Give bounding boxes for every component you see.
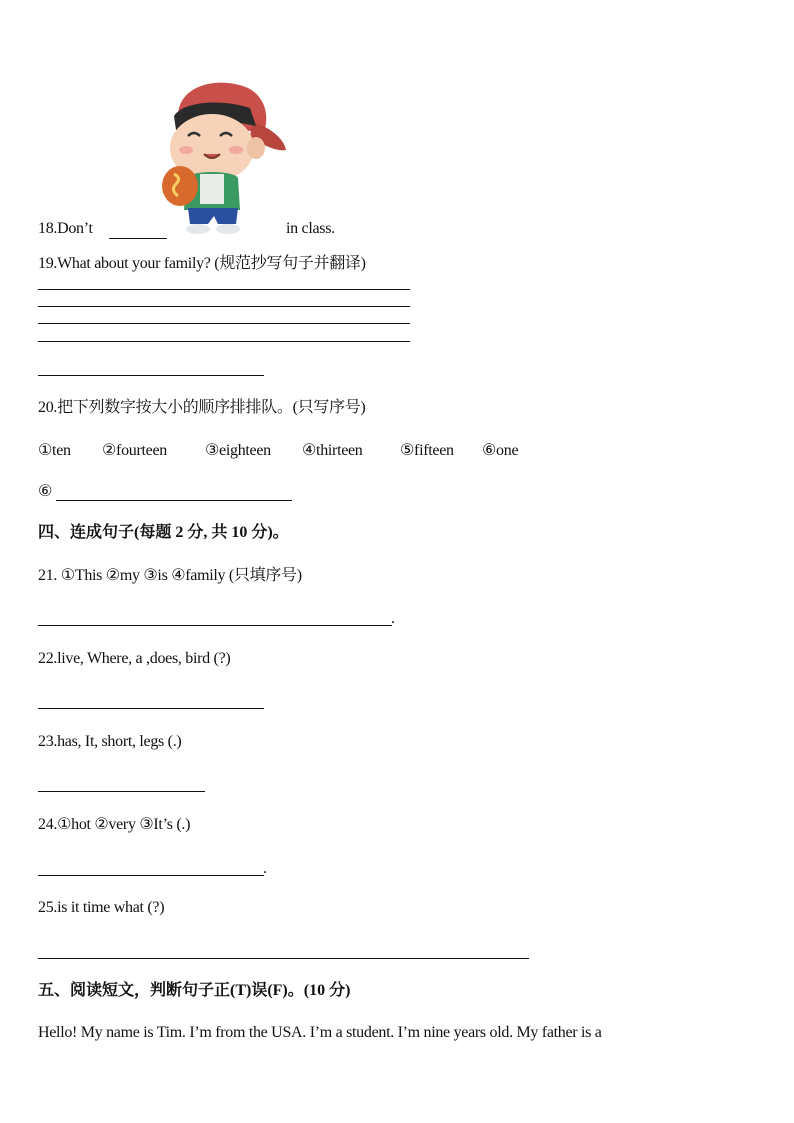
q23-answer-line[interactable] bbox=[38, 791, 205, 792]
q19-line-3[interactable] bbox=[38, 323, 410, 324]
q19-line-2[interactable] bbox=[38, 306, 410, 307]
q19-line-4[interactable] bbox=[38, 341, 410, 342]
q20-option-5: ⑤fifteen bbox=[400, 442, 454, 459]
section-4-title: 四、连成句子(每题 2 分, 共 10 分)。 bbox=[38, 524, 289, 541]
q24-text: 24.①hot ②very ③It’s (.) bbox=[38, 816, 191, 833]
q24-answer-line[interactable] bbox=[38, 875, 264, 876]
q25-answer-line[interactable] bbox=[38, 958, 529, 959]
q20-option-2: ②fourteen bbox=[102, 442, 167, 459]
q21-end-period: . bbox=[391, 610, 395, 627]
q22-answer-line[interactable] bbox=[38, 708, 264, 709]
q19-line-5[interactable] bbox=[38, 375, 264, 376]
q18-blank[interactable] bbox=[109, 238, 167, 239]
q21-text: 21. ①This ②my ③is ④family (只填序号) bbox=[38, 567, 302, 584]
q18-suffix: in class. bbox=[286, 220, 335, 237]
q20-text: 20.把下列数字按大小的顺序排排队。(只写序号) bbox=[38, 399, 366, 416]
q20-answer-line[interactable] bbox=[56, 500, 292, 501]
q22-text: 22.live, Where, a ,does, bird (?) bbox=[38, 650, 231, 667]
passage-line-1: Hello! My name is Tim. I’m from the USA. I’m a student. I’m nine years old. My father is a bbox=[38, 1024, 602, 1041]
q18-prefix: 18.Don’t bbox=[38, 220, 93, 237]
boy-cartoon-illustration bbox=[160, 74, 290, 236]
q23-text: 23.has, It, short, legs (.) bbox=[38, 733, 182, 750]
q25-text: 25.is it time what (?) bbox=[38, 899, 165, 916]
q20-option-1: ①ten bbox=[38, 442, 71, 459]
q24-end-period: . bbox=[263, 860, 267, 877]
q20-option-3: ③eighteen bbox=[205, 442, 271, 459]
q19-line-1[interactable] bbox=[38, 289, 410, 290]
q20-option-6: ⑥one bbox=[482, 442, 519, 459]
section-5-title: 五、阅读短文，判断句子正(T)误(F)。(10 分) bbox=[38, 982, 351, 999]
q20-answer-prefix: ⑥ bbox=[38, 483, 53, 500]
q19-text: 19.What about your family? (规范抄写句子并翻译) bbox=[38, 255, 366, 272]
q20-option-4: ④thirteen bbox=[302, 442, 363, 459]
q21-answer-line[interactable] bbox=[38, 625, 392, 626]
